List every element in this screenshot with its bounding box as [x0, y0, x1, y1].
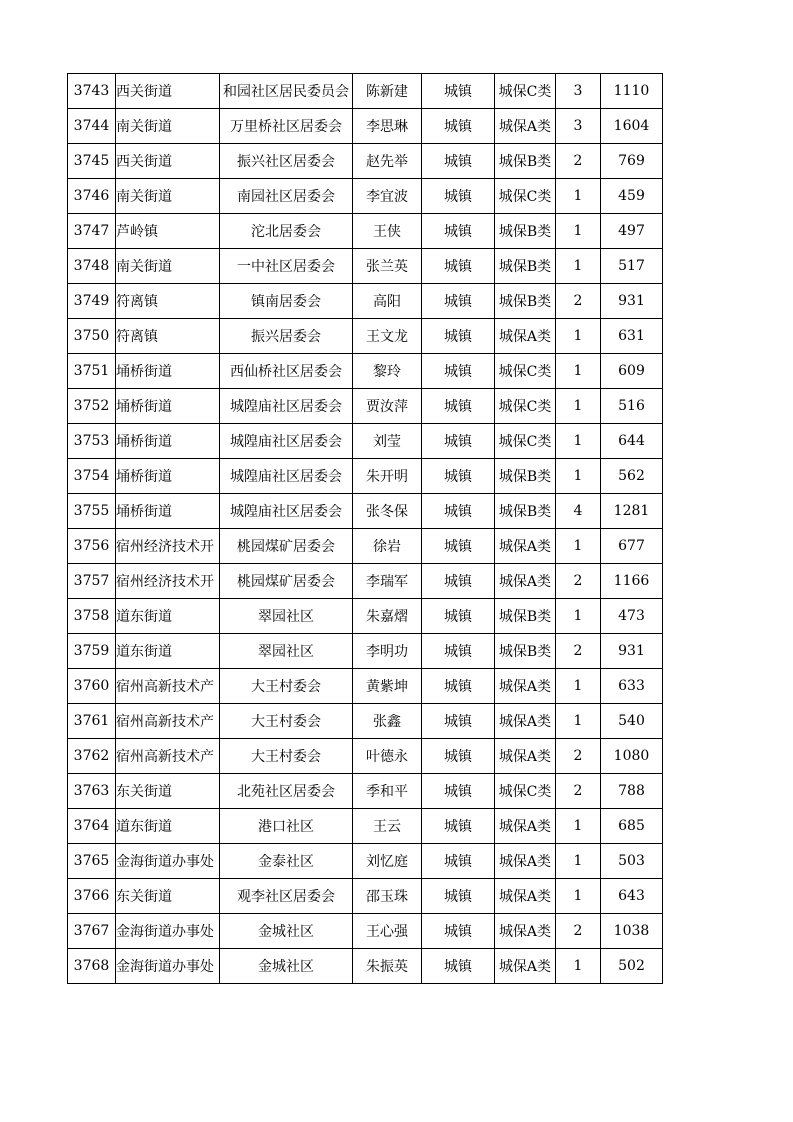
household-count-cell: 1	[556, 459, 601, 494]
area-type-cell: 城镇	[422, 774, 495, 809]
household-count-cell: 1	[556, 844, 601, 879]
category-cell: 城保A类	[495, 949, 556, 984]
name-cell: 朱振英	[353, 949, 422, 984]
amount-cell: 502	[601, 949, 663, 984]
row-id-cell: 3745	[68, 144, 116, 179]
area-type-cell: 城镇	[422, 494, 495, 529]
amount-cell: 609	[601, 354, 663, 389]
name-cell: 张兰英	[353, 249, 422, 284]
name-cell: 李思琳	[353, 109, 422, 144]
amount-cell: 788	[601, 774, 663, 809]
category-cell: 城保A类	[495, 844, 556, 879]
community-cell: 观李社区居委会	[220, 879, 353, 914]
name-cell: 陈新建	[353, 74, 422, 109]
name-cell: 刘忆庭	[353, 844, 422, 879]
row-id-cell: 3743	[68, 74, 116, 109]
area-type-cell: 城镇	[422, 74, 495, 109]
household-count-cell: 1	[556, 389, 601, 424]
community-cell: 南园社区居委会	[220, 179, 353, 214]
area-type-cell: 城镇	[422, 669, 495, 704]
name-cell: 徐岩	[353, 529, 422, 564]
name-cell: 王侠	[353, 214, 422, 249]
community-cell: 镇南居委会	[220, 284, 353, 319]
household-count-cell: 2	[556, 144, 601, 179]
row-id-cell: 3751	[68, 354, 116, 389]
row-id-cell: 3764	[68, 809, 116, 844]
street-cell: 东关街道	[116, 774, 220, 809]
row-id-cell: 3755	[68, 494, 116, 529]
category-cell: 城保C类	[495, 424, 556, 459]
community-cell: 翠园社区	[220, 634, 353, 669]
community-cell: 大王村委会	[220, 669, 353, 704]
area-type-cell: 城镇	[422, 214, 495, 249]
amount-cell: 540	[601, 704, 663, 739]
household-count-cell: 1	[556, 599, 601, 634]
household-count-cell: 1	[556, 949, 601, 984]
household-count-cell: 2	[556, 739, 601, 774]
name-cell: 黄紫坤	[353, 669, 422, 704]
household-count-cell: 1	[556, 214, 601, 249]
name-cell: 张冬保	[353, 494, 422, 529]
area-type-cell: 城镇	[422, 634, 495, 669]
area-type-cell: 城镇	[422, 914, 495, 949]
table-row	[68, 144, 663, 179]
category-cell: 城保A类	[495, 704, 556, 739]
row-id-cell: 3750	[68, 319, 116, 354]
area-type-cell: 城镇	[422, 809, 495, 844]
category-cell: 城保A类	[495, 109, 556, 144]
amount-cell: 517	[601, 249, 663, 284]
street-cell: 南关街道	[116, 109, 220, 144]
table-row	[68, 564, 663, 599]
street-cell: 埇桥街道	[116, 389, 220, 424]
row-id-cell: 3766	[68, 879, 116, 914]
name-cell: 王文龙	[353, 319, 422, 354]
row-id-cell: 3760	[68, 669, 116, 704]
category-cell: 城保C类	[495, 774, 556, 809]
street-cell: 宿州经济技术开	[116, 564, 220, 599]
category-cell: 城保A类	[495, 319, 556, 354]
household-count-cell: 1	[556, 179, 601, 214]
amount-cell: 516	[601, 389, 663, 424]
household-count-cell: 1	[556, 704, 601, 739]
street-cell: 芦岭镇	[116, 214, 220, 249]
amount-cell: 497	[601, 214, 663, 249]
table-row	[68, 354, 663, 389]
community-cell: 一中社区居委会	[220, 249, 353, 284]
area-type-cell: 城镇	[422, 354, 495, 389]
category-cell: 城保A类	[495, 669, 556, 704]
name-cell: 高阳	[353, 284, 422, 319]
table-row	[68, 809, 663, 844]
area-type-cell: 城镇	[422, 109, 495, 144]
category-cell: 城保B类	[495, 284, 556, 319]
household-count-cell: 4	[556, 494, 601, 529]
area-type-cell: 城镇	[422, 529, 495, 564]
street-cell: 符离镇	[116, 284, 220, 319]
category-cell: 城保C类	[495, 179, 556, 214]
table-row	[68, 319, 663, 354]
amount-cell: 1166	[601, 564, 663, 599]
household-count-cell: 1	[556, 529, 601, 564]
table-row	[68, 424, 663, 459]
street-cell: 东关街道	[116, 879, 220, 914]
area-type-cell: 城镇	[422, 704, 495, 739]
household-count-cell: 1	[556, 424, 601, 459]
name-cell: 贾汝萍	[353, 389, 422, 424]
community-cell: 大王村委会	[220, 739, 353, 774]
street-cell: 金海街道办事处	[116, 949, 220, 984]
community-cell: 沱北居委会	[220, 214, 353, 249]
category-cell: 城保C类	[495, 354, 556, 389]
amount-cell: 473	[601, 599, 663, 634]
community-cell: 城隍庙社区居委会	[220, 459, 353, 494]
community-cell: 振兴社区居委会	[220, 144, 353, 179]
category-cell: 城保B类	[495, 144, 556, 179]
community-cell: 城隍庙社区居委会	[220, 424, 353, 459]
community-cell: 桃园煤矿居委会	[220, 564, 353, 599]
row-id-cell: 3749	[68, 284, 116, 319]
street-cell: 南关街道	[116, 249, 220, 284]
area-type-cell: 城镇	[422, 879, 495, 914]
row-id-cell: 3768	[68, 949, 116, 984]
street-cell: 金海街道办事处	[116, 914, 220, 949]
household-count-cell: 1	[556, 319, 601, 354]
community-cell: 金泰社区	[220, 844, 353, 879]
amount-cell: 562	[601, 459, 663, 494]
area-type-cell: 城镇	[422, 599, 495, 634]
row-id-cell: 3758	[68, 599, 116, 634]
amount-cell: 1110	[601, 74, 663, 109]
street-cell: 埇桥街道	[116, 424, 220, 459]
table-row	[68, 634, 663, 669]
category-cell: 城保A类	[495, 564, 556, 599]
street-cell: 金海街道办事处	[116, 844, 220, 879]
community-cell: 西仙桥社区居委会	[220, 354, 353, 389]
table-row	[68, 739, 663, 774]
amount-cell: 633	[601, 669, 663, 704]
row-id-cell: 3754	[68, 459, 116, 494]
household-count-cell: 1	[556, 879, 601, 914]
name-cell: 刘莹	[353, 424, 422, 459]
area-type-cell: 城镇	[422, 949, 495, 984]
name-cell: 张鑫	[353, 704, 422, 739]
street-cell: 埇桥街道	[116, 354, 220, 389]
street-cell: 西关街道	[116, 144, 220, 179]
area-type-cell: 城镇	[422, 179, 495, 214]
area-type-cell: 城镇	[422, 284, 495, 319]
household-count-cell: 1	[556, 249, 601, 284]
table-row	[68, 74, 663, 109]
category-cell: 城保A类	[495, 739, 556, 774]
row-id-cell: 3747	[68, 214, 116, 249]
street-cell: 符离镇	[116, 319, 220, 354]
community-cell: 桃园煤矿居委会	[220, 529, 353, 564]
community-cell: 港口社区	[220, 809, 353, 844]
community-cell: 振兴居委会	[220, 319, 353, 354]
table-row	[68, 914, 663, 949]
table-body	[68, 74, 663, 984]
table-row	[68, 494, 663, 529]
street-cell: 宿州高新技术产	[116, 669, 220, 704]
amount-cell: 644	[601, 424, 663, 459]
row-id-cell: 3763	[68, 774, 116, 809]
name-cell: 叶德永	[353, 739, 422, 774]
amount-cell: 1080	[601, 739, 663, 774]
row-id-cell: 3746	[68, 179, 116, 214]
amount-cell: 931	[601, 284, 663, 319]
amount-cell: 931	[601, 634, 663, 669]
street-cell: 宿州高新技术产	[116, 704, 220, 739]
amount-cell: 1281	[601, 494, 663, 529]
amount-cell: 1604	[601, 109, 663, 144]
table-row	[68, 844, 663, 879]
street-cell: 南关街道	[116, 179, 220, 214]
area-type-cell: 城镇	[422, 844, 495, 879]
community-cell: 金城社区	[220, 949, 353, 984]
table-row	[68, 704, 663, 739]
row-id-cell: 3761	[68, 704, 116, 739]
area-type-cell: 城镇	[422, 249, 495, 284]
row-id-cell: 3757	[68, 564, 116, 599]
row-id-cell: 3756	[68, 529, 116, 564]
community-cell: 大王村委会	[220, 704, 353, 739]
household-count-cell: 1	[556, 354, 601, 389]
row-id-cell: 3744	[68, 109, 116, 144]
row-id-cell: 3752	[68, 389, 116, 424]
household-count-cell: 2	[556, 914, 601, 949]
household-count-cell: 2	[556, 774, 601, 809]
name-cell: 黎玲	[353, 354, 422, 389]
category-cell: 城保C类	[495, 389, 556, 424]
community-cell: 北苑社区居委会	[220, 774, 353, 809]
street-cell: 埇桥街道	[116, 494, 220, 529]
name-cell: 王心强	[353, 914, 422, 949]
row-id-cell: 3759	[68, 634, 116, 669]
table-row	[68, 214, 663, 249]
row-id-cell: 3762	[68, 739, 116, 774]
row-id-cell: 3748	[68, 249, 116, 284]
table-row	[68, 529, 663, 564]
amount-cell: 643	[601, 879, 663, 914]
street-cell: 埇桥街道	[116, 459, 220, 494]
name-cell: 李明功	[353, 634, 422, 669]
name-cell: 朱嘉熠	[353, 599, 422, 634]
household-count-cell: 3	[556, 109, 601, 144]
name-cell: 李瑞军	[353, 564, 422, 599]
table-row	[68, 179, 663, 214]
category-cell: 城保B类	[495, 459, 556, 494]
community-cell: 金城社区	[220, 914, 353, 949]
street-cell: 西关街道	[116, 74, 220, 109]
table-row	[68, 774, 663, 809]
household-count-cell: 2	[556, 564, 601, 599]
table-row	[68, 284, 663, 319]
name-cell: 李宜波	[353, 179, 422, 214]
category-cell: 城保A类	[495, 529, 556, 564]
category-cell: 城保B类	[495, 634, 556, 669]
community-cell: 和园社区居民委员会	[220, 74, 353, 109]
category-cell: 城保A类	[495, 914, 556, 949]
name-cell: 邵玉珠	[353, 879, 422, 914]
category-cell: 城保A类	[495, 879, 556, 914]
community-cell: 城隍庙社区居委会	[220, 494, 353, 529]
name-cell: 季和平	[353, 774, 422, 809]
name-cell: 赵先举	[353, 144, 422, 179]
area-type-cell: 城镇	[422, 424, 495, 459]
area-type-cell: 城镇	[422, 564, 495, 599]
household-count-cell: 2	[556, 284, 601, 319]
amount-cell: 1038	[601, 914, 663, 949]
community-cell: 翠园社区	[220, 599, 353, 634]
street-cell: 宿州经济技术开	[116, 529, 220, 564]
area-type-cell: 城镇	[422, 319, 495, 354]
amount-cell: 459	[601, 179, 663, 214]
name-cell: 王云	[353, 809, 422, 844]
table-row	[68, 879, 663, 914]
community-cell: 城隍庙社区居委会	[220, 389, 353, 424]
street-cell: 道东街道	[116, 809, 220, 844]
category-cell: 城保A类	[495, 809, 556, 844]
table-row	[68, 669, 663, 704]
household-count-cell: 1	[556, 809, 601, 844]
table-row	[68, 599, 663, 634]
row-id-cell: 3767	[68, 914, 116, 949]
roster-table	[67, 73, 663, 984]
table-row	[68, 389, 663, 424]
amount-cell: 769	[601, 144, 663, 179]
category-cell: 城保B类	[495, 599, 556, 634]
row-id-cell: 3753	[68, 424, 116, 459]
household-count-cell: 3	[556, 74, 601, 109]
area-type-cell: 城镇	[422, 389, 495, 424]
area-type-cell: 城镇	[422, 739, 495, 774]
name-cell: 朱开明	[353, 459, 422, 494]
amount-cell: 631	[601, 319, 663, 354]
household-count-cell: 1	[556, 669, 601, 704]
category-cell: 城保B类	[495, 249, 556, 284]
amount-cell: 503	[601, 844, 663, 879]
street-cell: 道东街道	[116, 599, 220, 634]
street-cell: 道东街道	[116, 634, 220, 669]
community-cell: 万里桥社区居委会	[220, 109, 353, 144]
category-cell: 城保C类	[495, 74, 556, 109]
category-cell: 城保B类	[495, 214, 556, 249]
area-type-cell: 城镇	[422, 144, 495, 179]
category-cell: 城保B类	[495, 494, 556, 529]
area-type-cell: 城镇	[422, 459, 495, 494]
table-row	[68, 249, 663, 284]
table-row	[68, 109, 663, 144]
street-cell: 宿州高新技术产	[116, 739, 220, 774]
household-count-cell: 2	[556, 634, 601, 669]
amount-cell: 685	[601, 809, 663, 844]
row-id-cell: 3765	[68, 844, 116, 879]
table-row	[68, 459, 663, 494]
amount-cell: 677	[601, 529, 663, 564]
table-row	[68, 949, 663, 984]
